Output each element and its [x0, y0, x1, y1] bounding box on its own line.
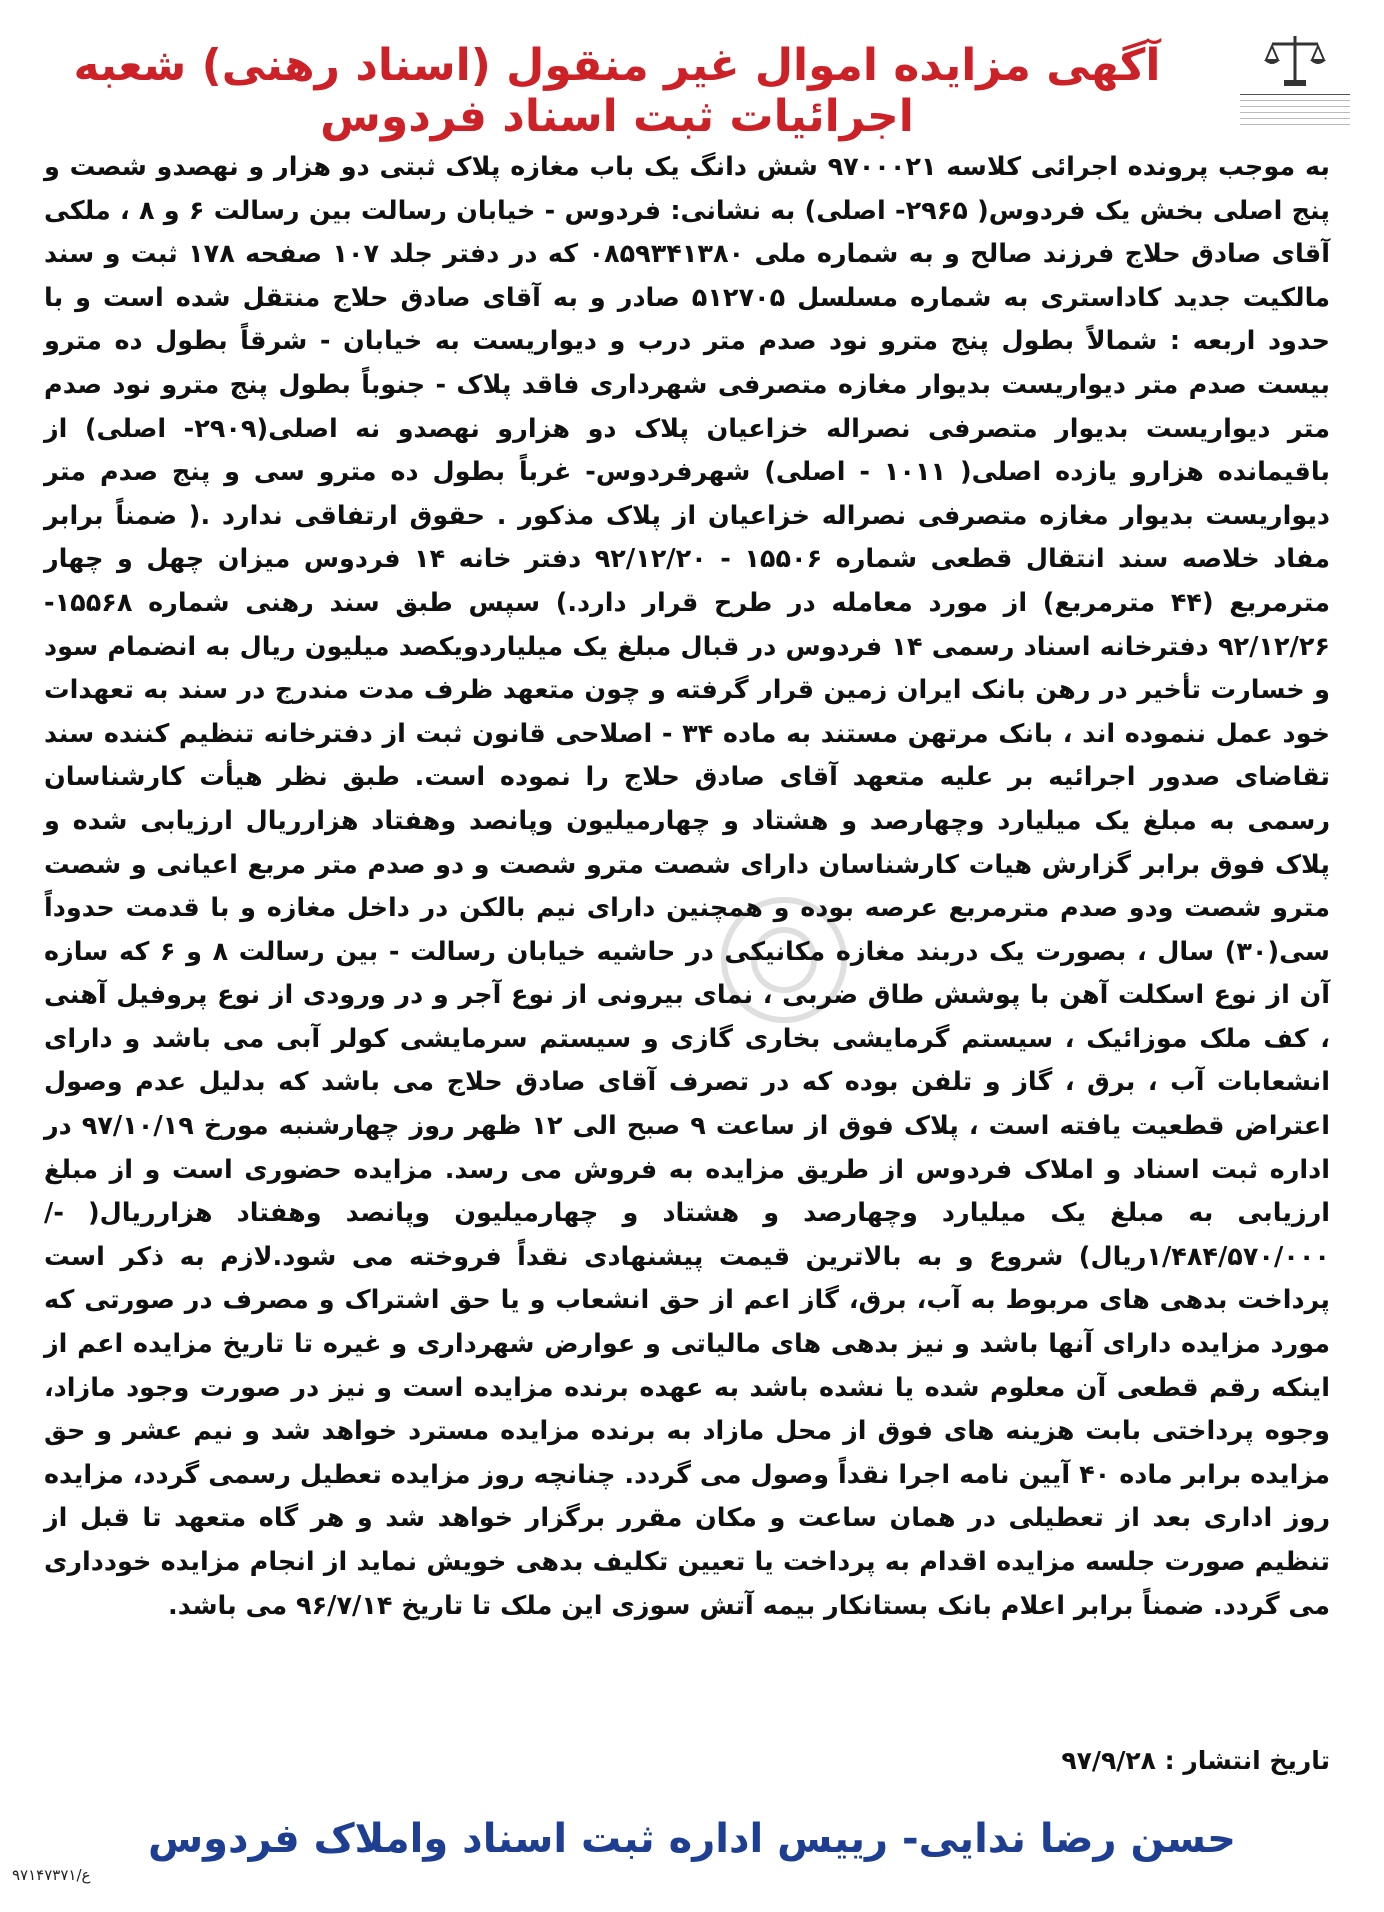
justice-scales-logo-icon	[1260, 30, 1330, 90]
registry-logo	[1240, 30, 1350, 138]
logo-caption-text	[1240, 94, 1350, 125]
notice-page	[12, 20, 1360, 1892]
notice-body: به موجب پرونده اجرائی کلاسه ۹۷۰۰۰۲۱ شش دانگ یک باب مغازه پلاک ثبتی دو هزار و نهصدو شصت و پنج اصلی بخش یک فردوس( ۲۹۶۵- اصلی) به نشانی: فردوس - خیابان رسالت بین رسالت ۶ و ۸ ، ملکی آقای صادق حلاج فرزند صالح و به شماره ملی ۰۸۵۹۳۴۱۳۸۰ که در دفتر جلد ۱۰۷ صفحه ۱۷۸ ثبت و سند مالکیت جدید کاداستری به شماره مسلسل ۵۱۲۷۰۵ صادر و به آقای صادق حلاج منتقل شده است و با حدود اربعه : شمالاً بطول پنج مترو نود صدم متر درب و دیواریست به خیابان - شرقاً بطول ده مترو بیست صدم متر دیواریست بدیوار مغازه متصرفی شهرداری فاقد پلاک - جنوباً بطول پنج مترو نود صدم متر دیواریست بدیوار متصرفی نصراله خزاعیان پلاک دو هزارو نهصدو نه اصلی(۲۹۰۹- اصلی) از باقیمانده هزارو یازده اصلی( ۱۰۱۱ - اصلی) شهرفردوس- غرباً بطول ده مترو سی و پنج صدم متر دیواریست بدیوار مغازه متصرفی نصراله خزاعیان از پلاک مذکور . حقوق ارتفاقی ندارد .( ضمناً برابر مفاد خلاصه سند انتقال قطعی شماره ۱۵۵۰۶ - ۹۲/۱۲/۲۰ دفتر خانه ۱۴ فردوس میزان چهل و چهار مترمربع (۴۴ مترمربع) از مورد معامله در طرح قرار دارد.) سپس طبق سند رهنی شماره ۱۵۵۶۸- ۹۲/۱۲/۲۶ دفترخانه اسناد رسمی ۱۴ فردوس در قبال مبلغ یک میلیاردویکصد میلیون ریال به انضمام سود و خسارت تأخیر در رهن بانک ایران زمین قرار گرفته و چون متعهد ظرف مدت مندرج در سند به تعهدات خود عمل ننموده اند ، بانک مرتهن مستند به ماده ۳۴ - اصلاحی قانون ثبت از دفترخانه تنظیم کننده سند تقاضای صدور اجرائیه بر علیه متعهد آقای صادق حلاج را نموده است. طبق نظر هیأت کارشناسان رسمی به مبلغ یک میلیارد وچهارصد و هشتاد و چهارمیلیون وپانصد وهفتاد هزارریال ارزیابی شده و پلاک فوق برابر گزارش هیات کارشناسان دارای شصت مترو شصت و دو صدم متر مربع اعیانی و شصت مترو شصت ودو صدم مترمربع عرصه بوده و همچنین دارای نیم بالکن در داخل مغازه و با قدمت حدوداً سی(۳۰) سال ، بصورت یک دربند مغازه مکانیکی در حاشیه خیابان رسالت - بین رسالت ۸ و ۶ که سازه آن از نوع اسکلت آهن با پوشش طاق ضربی ، نمای بیرونی از نوع آجر و در ورودی از نوع پروفیل آهنی ، کف ملک موزائیک ، سیستم گرمایشی بخاری گازی و سیستم سرمایشی کولر آبی می باشد و دارای انشعابات آب ، برق ، گاز و تلفن بوده که در تصرف آقای صادق حلاج می باشد که بدلیل عدم وصول اعتراض قطعیت یافته است ، پلاک فوق از ساعت ۹ صبح الی ۱۲ ظهر روز چهارشنبه مورخ ۹۷/۱۰/۱۹ در اداره ثبت اسناد و املاک فردوس از طریق مزایده به فروش می رسد. مزایده حضوری است و از مبلغ ارزیابی به مبلغ یک میلیارد وچهارصد و هشتاد و چهارمیلیون وپانصد وهفتاد هزارریال( -/۱/۴۸۴/۵۷۰/۰۰۰ریال) شروع و به بالاترین قیمت پیشنهادی نقداً فروخته می شود.لازم به ذکر است پرداخت بدهی های مربوط به آب، برق، گاز اعم از حق انشعاب و یا حق اشتراک و مصرف در صورتی که مورد مزایده دارای آنها باشد و نیز بدهی های مالیاتی و عوارض شهرداری و غیره تا تاریخ مزایده اعم از اینکه رقم قطعی آن معلوم شده یا نشده باشد به عهده برنده مزایده است و نیز در صورت وجود مازاد، وجوه پرداختی بابت هزینه های فوق از محل مازاد به برنده مزایده مسترد خواهد شد و نیم عشر و حق مزایده برابر ماده ۴۰ آیین نامه اجرا نقداً وصول می گردد. چنانچه روز مزایده تعطیل رسمی گردد، مزایده روز اداری بعد از تعطیلی در همان ساعت و مکان مقرر برگزار خواهد شد و هر گاه متعهد تا قبل از تنظیم صورت جلسه مزایده اقدام به پرداخت یا تعیین تکلیف بدهی خویش نماید از انجام مزایده خودداری می گردد. ضمناً برابر اعلام بانک بستانکار بیمه آتش سوزی این ملک تا تاریخ ۹۶/۷/۱۴ می باشد.	[44, 152, 1331, 1621]
notice-title: آگهی مزایده اموال غیر منقول (اسناد رهنی) شعبه اجرائیات ثبت اسناد فردوس	[73, 40, 1161, 142]
signature: حسن رضا ندایی- رییس اداره ثبت اسناد واملاک فردوس	[147, 1816, 1236, 1862]
side-code: ۹۷۱۴۷۳۷۱/ع	[12, 1866, 91, 1884]
publish-date: تاریخ انتشار : ۹۷/۹/۲۸	[1061, 1746, 1330, 1775]
